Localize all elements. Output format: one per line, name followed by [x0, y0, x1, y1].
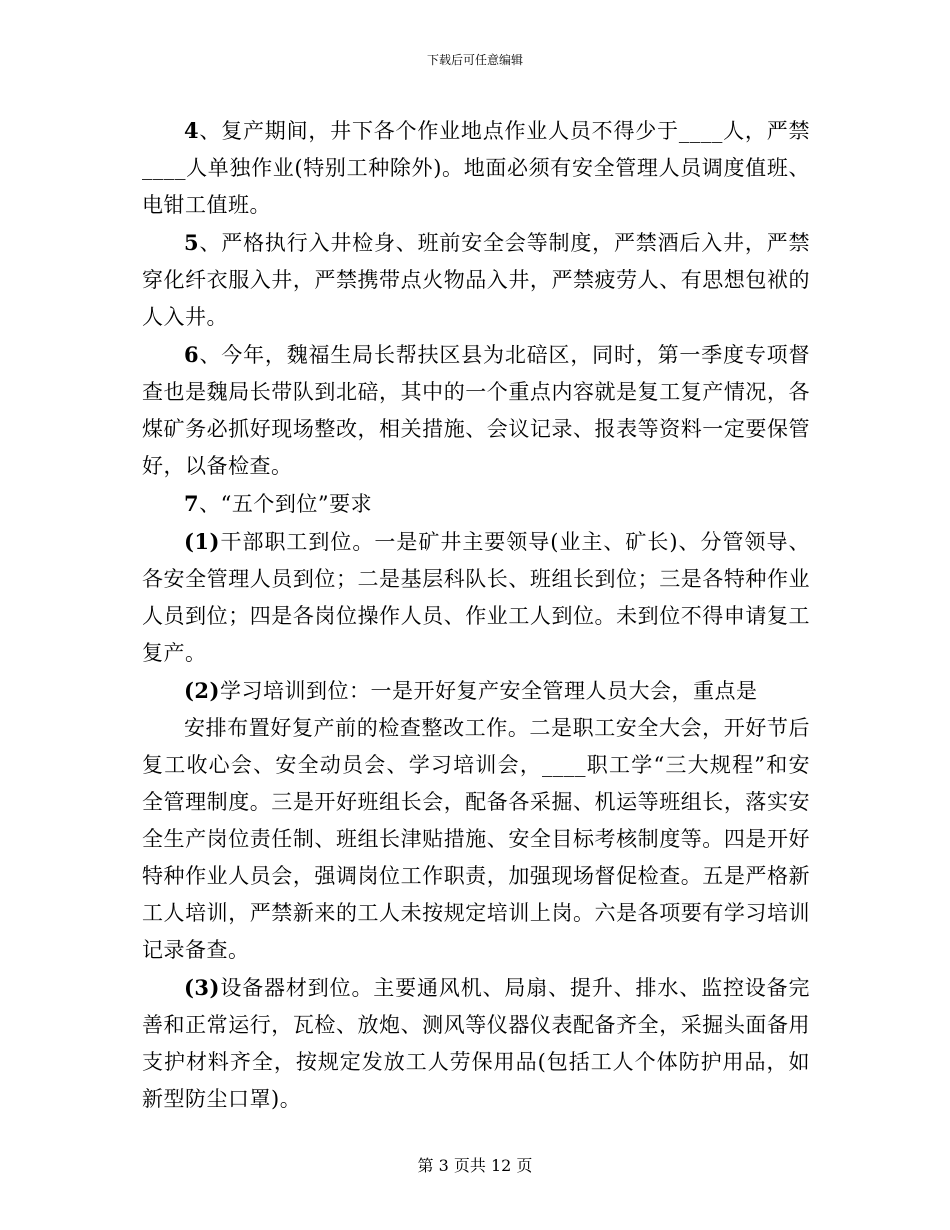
paragraph-subitem-2 — [142, 672, 810, 710]
paragraph-text: 设备器材到位。主要通风机、局扇、提升、排水、监控设备完善和正常运行，瓦检、放炮、测风等仪器仪表配备齐全，采掘头面备用支护材料齐全，按规定发放工人劳保用品(包括工人个体防护用品，如新型防尘口罩)。 — [142, 976, 810, 1111]
paragraph-text: 学习培训到位：一是开好复产安全管理人员大会，重点是 — [219, 679, 758, 703]
item-number: 5 — [184, 230, 200, 255]
paragraph-text: 、今年，魏福生局长帮扶区县为北碚区，同时，第一季度专项督查也是魏局长带队到北碚，其中的一个重点内容就是复工复产情况，各煤矿务必抓好现场整改，相关措施、会议记录、报表等资料一定要保管好，以备检查。 — [142, 343, 810, 478]
paragraph-text: 干部职工到位。一是矿井主要领导(业主、矿长)、分管领导、各安全管理人员到位；二是基层科队长、班组长到位；三是各特种作业人员到位；四是各岗位操作人员、作业工人到位。未到位不得申请复工复产。 — [142, 530, 810, 665]
paragraph-subitem-2-continued — [142, 710, 810, 969]
paragraph-subitem-3 — [142, 969, 810, 1118]
paragraph-item-7 — [142, 485, 810, 523]
item-number: 7 — [184, 491, 200, 516]
item-number: 4 — [184, 118, 200, 143]
paragraph-subitem-1 — [142, 523, 810, 672]
paragraph-item-5 — [142, 224, 810, 336]
item-number: (3) — [184, 975, 220, 1000]
paragraph-text: 、复产期间，井下各个作业地点作业人员不得少于____人，严禁____人单独作业(特别工种除外)。地面必须有安全管理人员调度值班、电钳工值班。 — [142, 119, 810, 217]
paragraph-item-6 — [142, 336, 810, 485]
item-number: 6 — [184, 342, 200, 367]
item-number: (2) — [184, 678, 220, 703]
page-header: 下载后可任意编辑 — [426, 53, 523, 67]
item-number: (1) — [184, 529, 220, 554]
paragraph-text: 安排布置好复产前的检查整改工作。二是职工安全大会，开好节后复工收心会、安全动员会、学习培训会，____职工学“三大规程”和安全管理制度。三是开好班组长会，配备各采掘、机运等班组长，落实安全生产岗位责任制、班组长津贴措施、安全目标考核制度等。四是开好特种作业人员会，强调岗位工作职责，加强现场督促检查。五是严格新工人培训，严禁新来的工人未按规定培训上岗。六是各项要有学习培训记录备查。 — [142, 716, 810, 962]
page-footer: 第 3 页共 12 页 — [417, 1156, 533, 1175]
paragraph-text: 、“五个到位”要求 — [199, 492, 373, 516]
paragraph-text: 、严格执行入井检身、班前安全会等制度，严禁酒后入井，严禁穿化纤衣服入井，严禁携带点火物品入井，严禁疲劳人、有思想包袱的人入井。 — [142, 231, 810, 329]
document-body — [142, 112, 810, 1118]
paragraph-item-4 — [142, 112, 810, 224]
